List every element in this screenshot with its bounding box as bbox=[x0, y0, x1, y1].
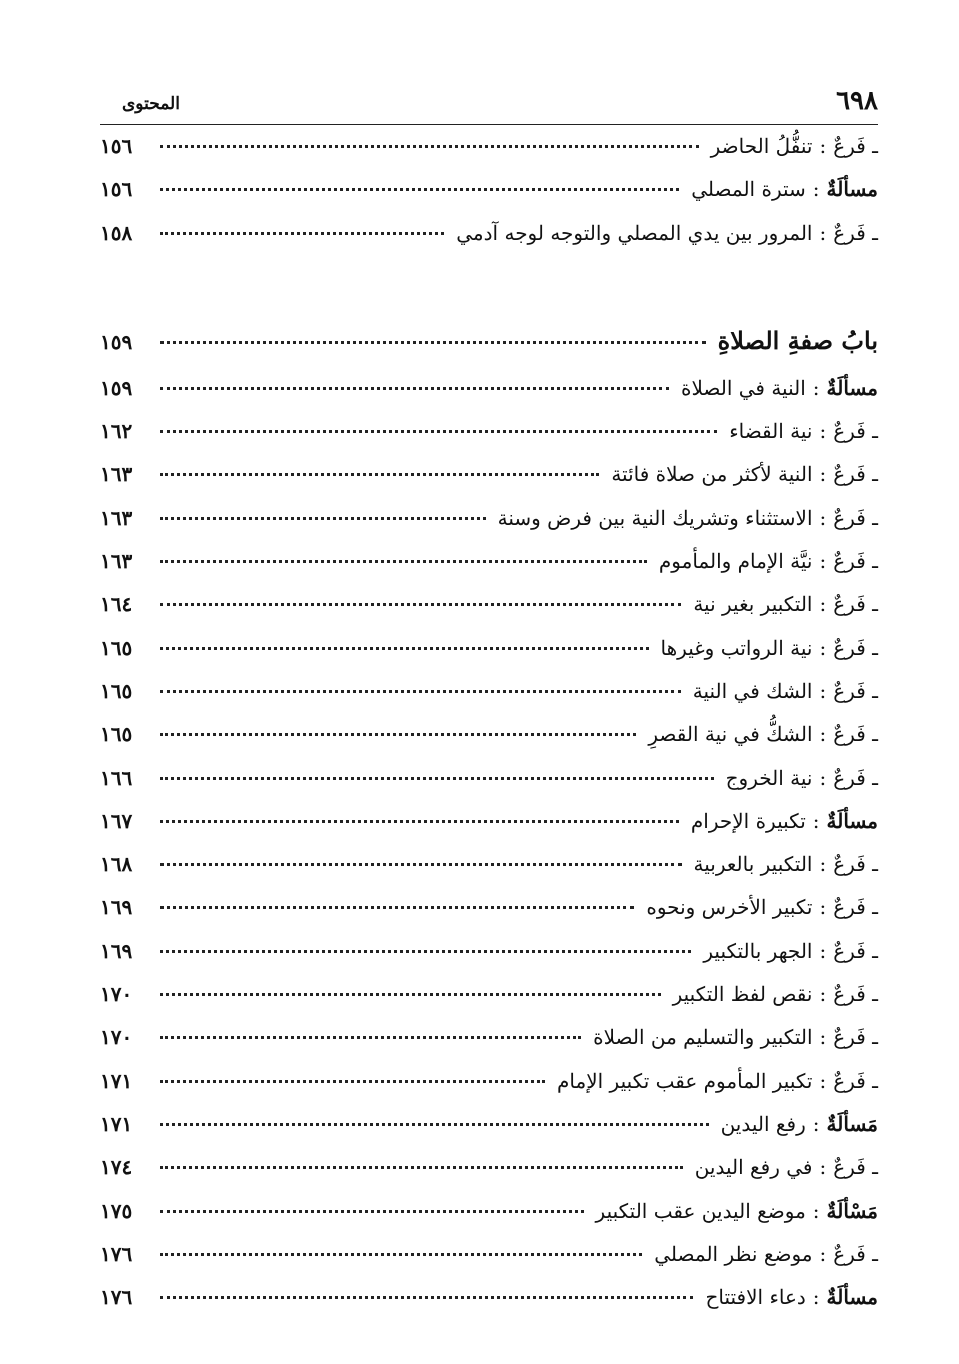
entry-page-number: ١٥٩ bbox=[100, 375, 133, 400]
toc-entry[interactable] bbox=[100, 930, 878, 973]
entry-colon: : bbox=[812, 808, 820, 833]
dot-leader bbox=[160, 1036, 581, 1039]
dot-leader bbox=[160, 1166, 683, 1169]
toc-entry[interactable] bbox=[100, 453, 878, 496]
entry-title: تكبيرة الإحرام bbox=[690, 808, 806, 833]
entry-title: دعاء الافتتاح bbox=[705, 1285, 806, 1310]
dot-leader bbox=[160, 777, 714, 780]
entry-marker: ـ فَرعٌ bbox=[833, 938, 878, 963]
dot-leader bbox=[160, 188, 679, 191]
toc-entry[interactable] bbox=[100, 540, 878, 583]
entry-marker: مسألَةٌ bbox=[826, 177, 878, 202]
entry-colon: : bbox=[819, 220, 827, 245]
toc-entry[interactable] bbox=[100, 1276, 878, 1319]
entry-marker: ـ فَرعٌ bbox=[833, 722, 878, 747]
dot-leader bbox=[160, 647, 649, 650]
toc-entry[interactable] bbox=[100, 212, 878, 255]
entry-colon: : bbox=[819, 1068, 827, 1093]
entry-marker: ـ فَرعٌ bbox=[833, 852, 878, 877]
entry-page-number: ١٦٨ bbox=[100, 852, 133, 877]
dot-leader bbox=[160, 863, 682, 866]
toc-entry[interactable] bbox=[100, 973, 878, 1016]
entry-colon: : bbox=[812, 1198, 820, 1223]
entry-marker: ـ فَرعٌ bbox=[833, 220, 878, 245]
entry-colon: : bbox=[819, 1025, 827, 1050]
entry-page-number: ١٦٥ bbox=[100, 635, 133, 660]
entry-page-number: ١٦٩ bbox=[100, 895, 133, 920]
entry-title: الشكُّ في نية القصرِ bbox=[648, 722, 813, 747]
entry-title: تنفُّلُ الحاضر bbox=[710, 134, 813, 158]
entry-title: موضع نظر المصلي bbox=[654, 1241, 813, 1266]
entry-marker: ـ فَرعٌ bbox=[833, 635, 878, 660]
entry-title: تكبير المأموم عقب تكبير الإمام bbox=[557, 1068, 813, 1093]
dot-leader bbox=[160, 1296, 693, 1299]
table-of-contents bbox=[100, 125, 878, 1319]
toc-entry[interactable] bbox=[100, 843, 878, 886]
dot-leader bbox=[160, 603, 681, 606]
entry-colon: : bbox=[819, 635, 827, 660]
entry-colon: : bbox=[819, 938, 827, 963]
entry-title: الاستثناء وتشريك النية بين فرض وسنة bbox=[497, 505, 813, 530]
entry-page-number: ١٦٩ bbox=[100, 938, 133, 963]
entry-page-number: ١٧٦ bbox=[100, 1285, 133, 1310]
entry-page-number: ١٥٦ bbox=[100, 177, 133, 202]
entry-marker: مَسألَةٌ bbox=[826, 1111, 878, 1136]
entry-colon: : bbox=[812, 375, 820, 400]
entry-page-number: ١٦٤ bbox=[100, 592, 133, 617]
entry-title: الشك في النية bbox=[692, 678, 813, 703]
entry-page-number: ١٦٧ bbox=[100, 808, 133, 833]
toc-entry[interactable] bbox=[100, 1146, 878, 1189]
dot-leader bbox=[160, 560, 647, 563]
entry-colon: : bbox=[819, 852, 827, 877]
dot-leader bbox=[160, 387, 669, 390]
entry-marker: ـ فَرعٌ bbox=[833, 678, 878, 703]
dot-leader bbox=[160, 733, 636, 736]
entry-title: الجهر بالتكبير bbox=[703, 938, 813, 963]
entry-page-number: ١٧٠ bbox=[100, 1025, 133, 1050]
dot-leader bbox=[160, 430, 717, 433]
entry-colon: : bbox=[819, 419, 827, 444]
entry-colon: : bbox=[819, 765, 827, 790]
entry-page-number: ١٦٣ bbox=[100, 549, 133, 574]
entry-title: في رفع اليدين bbox=[694, 1155, 813, 1180]
dot-leader bbox=[160, 906, 634, 909]
entry-title: نقص لفظ التكبير bbox=[672, 982, 813, 1007]
toc-entry[interactable] bbox=[100, 1016, 878, 1059]
entry-colon: : bbox=[812, 1285, 820, 1310]
entry-page-number: ١٦٣ bbox=[100, 505, 133, 530]
entry-colon: : bbox=[819, 1155, 827, 1180]
entry-marker: ـ فَرعٌ bbox=[833, 1025, 878, 1050]
section-gap bbox=[100, 255, 878, 315]
entry-marker: ـ فَرعٌ bbox=[833, 592, 878, 617]
entry-title: النية لأكثر من صلاة فائتة bbox=[611, 462, 813, 487]
entry-marker: ـ فَرعٌ bbox=[833, 982, 878, 1007]
entry-marker: ـ فَرعٌ bbox=[833, 765, 878, 790]
entry-colon: : bbox=[819, 1241, 827, 1266]
toc-entry[interactable] bbox=[100, 583, 878, 626]
entry-colon: : bbox=[819, 592, 827, 617]
entry-title: سترة المصلي bbox=[691, 177, 806, 202]
dot-leader bbox=[160, 820, 679, 823]
entry-page-number: ١٦٦ bbox=[100, 765, 133, 790]
entry-page-number: ١٦٥ bbox=[100, 722, 133, 747]
toc-entry[interactable] bbox=[100, 886, 878, 929]
entry-page-number: ١٧٠ bbox=[100, 982, 133, 1007]
toc-entry[interactable] bbox=[100, 367, 878, 410]
entry-marker: ـ فَرعٌ bbox=[833, 134, 878, 158]
entry-page-number: ١٦٣ bbox=[100, 462, 133, 487]
entry-marker: مسألَةٌ bbox=[826, 1285, 878, 1310]
dot-leader bbox=[160, 1123, 709, 1126]
entry-marker: مسألَةٌ bbox=[826, 808, 878, 833]
toc-entry[interactable] bbox=[100, 670, 878, 713]
dot-leader bbox=[160, 1080, 545, 1083]
toc-entry[interactable] bbox=[100, 410, 878, 453]
entry-marker: ـ فَرعٌ bbox=[833, 895, 878, 920]
entry-colon: : bbox=[819, 462, 827, 487]
entry-title: موضع اليدين عقب التكبير bbox=[595, 1198, 806, 1223]
dot-leader bbox=[160, 1210, 584, 1213]
toc-entry[interactable] bbox=[100, 627, 878, 670]
entry-page-number: ١٦٢ bbox=[100, 419, 133, 444]
dot-leader bbox=[160, 473, 599, 476]
entry-page-number: ١٧١ bbox=[100, 1068, 133, 1093]
entry-colon: : bbox=[819, 134, 827, 158]
toc-entry[interactable] bbox=[100, 1060, 878, 1103]
toc-entry[interactable] bbox=[100, 800, 878, 843]
entry-page-number: ١٧٦ bbox=[100, 1241, 133, 1266]
entry-marker: ـ فَرعٌ bbox=[833, 1155, 878, 1180]
entry-colon: : bbox=[812, 1111, 820, 1136]
entry-page-number: ١٧٥ bbox=[100, 1198, 133, 1223]
entry-page-number: ١٥٨ bbox=[100, 220, 133, 245]
toc-entry[interactable] bbox=[100, 1190, 878, 1233]
entry-marker: ـ فَرعٌ bbox=[833, 1068, 878, 1093]
entry-title: رفع اليدين bbox=[720, 1111, 806, 1136]
dot-leader bbox=[160, 950, 691, 953]
entry-page-number: ١٧١ bbox=[100, 1111, 133, 1136]
dot-leader bbox=[160, 1253, 642, 1256]
entry-title: نية القضاء bbox=[729, 419, 813, 444]
entry-title: المرور بين يدي المصلي والتوجه لوجه آدمي bbox=[456, 220, 813, 245]
entry-colon: : bbox=[819, 549, 827, 574]
entry-marker: ـ فَرعٌ bbox=[833, 419, 878, 444]
dot-leader bbox=[160, 690, 681, 693]
entry-colon: : bbox=[819, 722, 827, 747]
dot-leader bbox=[160, 993, 661, 996]
entry-colon: : bbox=[819, 895, 827, 920]
toc-entry[interactable] bbox=[100, 757, 878, 800]
chapter-heading[interactable] bbox=[100, 315, 878, 367]
entry-title: النية في الصلاة bbox=[680, 375, 806, 400]
entry-title: التكبير والتسليم من الصلاة bbox=[593, 1025, 813, 1050]
entry-colon: : bbox=[819, 505, 827, 530]
entry-colon: : bbox=[812, 177, 820, 202]
page-header bbox=[100, 84, 878, 125]
chapter-title: بابُ صفةِ الصلاةِ bbox=[717, 325, 878, 355]
entry-marker: ـ فَرعٌ bbox=[833, 1241, 878, 1266]
entry-marker: ـ فَرعٌ bbox=[833, 462, 878, 487]
entry-marker: ـ فَرعٌ bbox=[833, 549, 878, 574]
dot-leader bbox=[160, 517, 486, 520]
toc-entry[interactable] bbox=[100, 713, 878, 756]
entry-title: التكبير بالعربية bbox=[693, 852, 813, 877]
entry-page-number: ١٦٥ bbox=[100, 678, 133, 703]
dot-leader bbox=[160, 341, 706, 344]
toc-entry[interactable] bbox=[100, 1233, 878, 1276]
entry-marker: مسألَةٌ bbox=[826, 375, 878, 400]
chapter-page-number: ١٥٩ bbox=[100, 329, 133, 354]
entry-title: التكبير بغير نية bbox=[693, 592, 813, 617]
toc-entry[interactable] bbox=[100, 125, 878, 168]
running-title: المحتوى bbox=[122, 94, 180, 114]
entry-colon: : bbox=[819, 982, 827, 1007]
dot-leader bbox=[160, 145, 699, 148]
entry-title: نية الخروج bbox=[725, 765, 813, 790]
toc-entry[interactable] bbox=[100, 168, 878, 211]
entry-page-number: ١٥٦ bbox=[100, 134, 133, 158]
entry-marker: ـ فَرعٌ bbox=[833, 505, 878, 530]
toc-entry[interactable] bbox=[100, 1103, 878, 1146]
entry-title: تكبير الأخرس ونحوه bbox=[646, 895, 813, 920]
page-number: ٦٩٨ bbox=[836, 86, 878, 116]
entry-title: نية الرواتب وغيرها bbox=[660, 635, 813, 660]
entry-colon: : bbox=[819, 678, 827, 703]
toc-entry[interactable] bbox=[100, 497, 878, 540]
entry-page-number: ١٧٤ bbox=[100, 1155, 133, 1180]
entry-title: نيَّة الإمام والمأموم bbox=[658, 549, 813, 574]
dot-leader bbox=[160, 232, 444, 235]
entry-marker: مَسْألَةٌ bbox=[826, 1198, 878, 1223]
